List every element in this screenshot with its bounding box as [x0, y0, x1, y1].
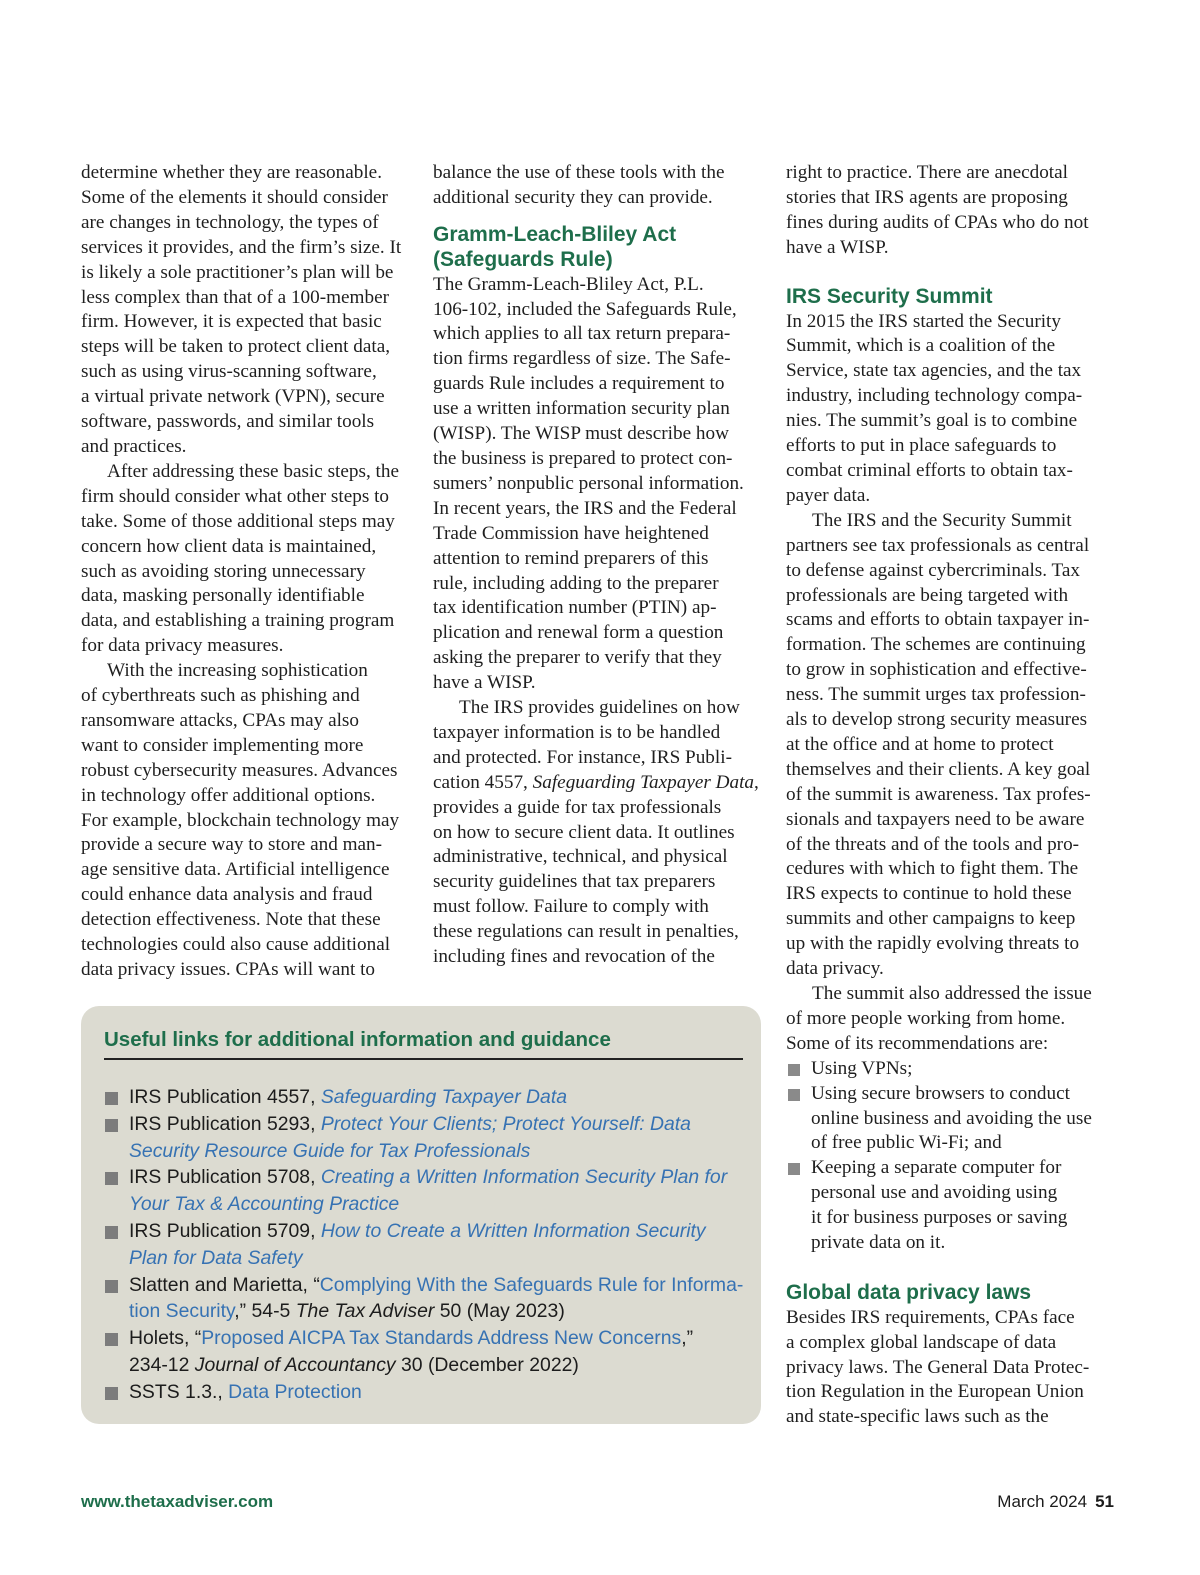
text-line: tion Regulation in the European Union: [786, 1381, 1084, 1403]
list-item: IRS Publication 5708, Creating a Written Information Security Plan for: [104, 1164, 744, 1191]
useful-links-list: IRS Publication 4557, Safeguarding Taxpayer Data IRS Publication 5293, Protect Your Clients; Protect Yourself: Data Security Resource Guide for Tax Professionals IRS Publication 5708, Creating a Written Information Security Plan for Your Tax & Accounting Practice IRS Publication 5709, How to Create a Written Information Security Plan for Data Safety Slatten and Marietta, “Complying With the Safeguards Rule for Informa- tion Security,” 54-5 The Tax Adviser 50 (May 2023) Holets, “Proposed AICPA Tax Standards Address New Concerns,” 234-12 Journal of Accountancy 30 (December 2022) SSTS 1.3., Data Protection: [104, 1084, 744, 1406]
list-item: IRS Publication 4557, Safeguarding Taxpayer Data: [104, 1084, 744, 1111]
link-publication-5293[interactable]: Protect Your Clients; Protect Yourself: Data: [320, 1112, 691, 1135]
text-line: security guidelines that tax preparers: [433, 871, 716, 893]
text-line: firm should consider what other steps to: [81, 485, 390, 507]
text-line: fines during audits of CPAs who do not: [786, 211, 1089, 233]
article-column-3: [786, 161, 1120, 1430]
text-line: partners see tax professionals as central: [786, 534, 1090, 556]
text-line: stories that IRS agents are proposing: [786, 186, 1068, 208]
text-line: ransomware attacks, CPAs may also: [81, 709, 359, 731]
text-line: asking the preparer to verify that they: [433, 647, 722, 669]
text-line: professionals are being targeted with: [786, 584, 1069, 606]
text-line: age sensitive data. Artificial intelligence: [81, 859, 390, 881]
text-line: combat criminal efforts to obtain tax-: [786, 459, 1073, 481]
safeguarding-taxpayer-data-title: Safeguarding Taxpayer Data: [532, 771, 755, 793]
text-line: software, passwords, and similar tools: [81, 411, 375, 433]
text-line: a complex global landscape of data: [786, 1331, 1057, 1353]
link-publication-5709[interactable]: How to Create a Written Information Security: [320, 1219, 706, 1242]
text-line: a virtual private network (VPN), secure: [81, 386, 385, 408]
article-column-1: [81, 161, 415, 983]
text-line: data, masking personally identifiable: [81, 585, 365, 607]
list-item: IRS Publication 5293, Protect Your Clients; Protect Yourself: Data: [104, 1111, 744, 1138]
text-line: of more people working from home.: [786, 1007, 1066, 1029]
text-line: technologies could also cause additional: [81, 934, 391, 956]
list-item: Using secure browsers to conduct: [786, 1082, 1120, 1107]
bullet-square-icon: [788, 1089, 800, 1101]
text-line: for data privacy measures.: [81, 635, 284, 657]
text-line: firm. However, it is expected that basic: [81, 311, 382, 333]
list-item: Slatten and Marietta, “Complying With the Safeguards Rule for Informa-: [104, 1272, 744, 1299]
text-line: less complex than that of a 100-member: [81, 286, 389, 308]
useful-links-box: [81, 1006, 761, 1424]
text-line: to grow in sophistication and effective-: [786, 659, 1087, 681]
text-line: The IRS provides guidelines on how: [459, 697, 740, 719]
text-line: efforts to put in place safeguards to: [786, 435, 1057, 457]
link-publication-5293-cont[interactable]: Security Resource Guide for Tax Professionals: [129, 1139, 531, 1162]
list-item: SSTS 1.3., Data Protection: [104, 1379, 744, 1406]
text-line: data privacy.: [786, 958, 884, 980]
text-line: up with the rapidly evolving threats to: [786, 933, 1080, 955]
text-line: at the office and at home to protect: [786, 733, 1054, 755]
text-line: services it provides, and the firm’s size. It: [81, 236, 402, 258]
text-line: have a WISP.: [786, 236, 889, 258]
text-line: are changes in technology, the types of: [81, 211, 379, 233]
heading-safeguards-rule: (Safeguards Rule): [433, 247, 613, 271]
text-line: IRS expects to continue to hold these: [786, 883, 1072, 905]
list-item: Holets, “Proposed AICPA Tax Standards Address New Concerns,”: [104, 1325, 744, 1352]
article-column-2: [433, 161, 767, 970]
bullet-square-icon: [105, 1387, 118, 1400]
text-line: sumers’ nonpublic personal information.: [433, 472, 744, 494]
bullet-square-icon: [105, 1226, 118, 1239]
text-line: administrative, technical, and physical: [433, 846, 728, 868]
text-line: the business is prepared to protect con-: [433, 447, 733, 469]
text-line: and state-specific laws such as the: [786, 1406, 1049, 1428]
heading-global-data-privacy-laws: Global data privacy laws: [786, 1280, 1032, 1304]
footer-date: March 2024: [997, 1492, 1088, 1511]
text-line: Besides IRS requirements, CPAs face: [786, 1306, 1075, 1328]
text-line: The summit also addressed the issue: [812, 983, 1092, 1004]
bullet-square-icon: [105, 1119, 118, 1132]
text-line: of the summit is awareness. Tax profes-: [786, 783, 1091, 805]
text-line: formation. The schemes are continuing: [786, 634, 1086, 656]
text-line: must follow. Failure to comply with: [433, 896, 709, 918]
link-complying-safeguards-rule-cont[interactable]: tion Security: [129, 1300, 235, 1323]
text-line: provide a secure way to store and man-: [81, 834, 383, 856]
text-line: want to consider implementing more: [81, 734, 364, 756]
text-line: Trade Commission have heightened: [433, 522, 709, 544]
text-line: The Gramm-Leach-Bliley Act, P.L.: [433, 273, 704, 295]
col2-intro: [433, 161, 767, 211]
text-line: right to practice. There are anecdotal: [786, 162, 1068, 183]
col3-paragraph-3: [786, 982, 1120, 1057]
text-line: Summit, which is a coalition of the: [786, 335, 1056, 357]
text-line: these regulations can result in penalties,: [433, 921, 739, 943]
footer-website-url[interactable]: www.thetaxadviser.com: [81, 1492, 274, 1511]
text-line: tion firms regardless of size. The Safe-: [433, 348, 731, 370]
text-line: In recent years, the IRS and the Federal: [433, 497, 737, 519]
list-item: Keeping a separate computer for: [786, 1156, 1120, 1181]
text-line: on how to secure client data. It outlines: [433, 821, 735, 843]
link-complying-safeguards-rule[interactable]: Complying With the Safeguards Rule for Informa-: [319, 1273, 744, 1296]
text-line: such as using virus-scanning software,: [81, 361, 377, 383]
text-line: of the threats and of the tools and pro-: [786, 833, 1080, 855]
bullet-square-icon: [788, 1163, 800, 1175]
text-line: nies. The summit’s goal is to combine: [786, 410, 1078, 432]
text-line: data, and establishing a training program: [81, 610, 395, 632]
text-line: plication and renewal form a question: [433, 622, 724, 644]
text-line: industry, including technology compa-: [786, 385, 1083, 407]
bullet-square-icon: [105, 1280, 118, 1293]
text-line: could enhance data analysis and fraud: [81, 884, 373, 906]
text-line: cedures with which to fight them. The: [786, 858, 1079, 880]
title-divider: [104, 1058, 743, 1060]
footer-issue-info: [997, 1492, 1114, 1512]
text-line: (WISP). The WISP must describe how: [433, 423, 729, 445]
list-item: IRS Publication 5709, How to Create a Written Information Security: [104, 1218, 744, 1245]
text-line: rule, including adding to the preparer: [433, 572, 719, 594]
text-line: determine whether they are reasonable.: [81, 162, 382, 183]
text-line: which applies to all tax return prepara-: [433, 323, 731, 345]
text-line: data privacy issues. CPAs will want to: [81, 959, 376, 980]
text-line: use a written information security plan: [433, 398, 730, 420]
bullet-square-icon: [105, 1172, 118, 1185]
heading-irs-security-summit: IRS Security Summit: [786, 284, 993, 308]
text-line: scams and efforts to obtain taxpayer in-: [786, 609, 1090, 631]
link-publication-5709-cont[interactable]: Plan for Data Safety: [129, 1246, 303, 1269]
text-line: and practices.: [81, 435, 187, 457]
col2-paragraph-2: The IRS provides guidelines on how taxpayer information is to be handled and protected. For instance, IRS Publi- cation 4557, Safeguarding Taxpayer Data, provides a guide for tax professionals on how to secure client data. It outlines administrative, technical, and physical security guidelines that tax preparers must follow. Failure to comply with these regulations can result in penalties, including fines and revocation of the: [433, 696, 767, 970]
text-line: taxpayer information is to be handled: [433, 721, 721, 743]
text-line: privacy laws. The General Data Protec-: [786, 1356, 1090, 1378]
text-line: The IRS and the Security Summit: [812, 509, 1072, 531]
text-line: detection effectiveness. Note that these: [81, 909, 381, 931]
text-line: After addressing these basic steps, the: [107, 460, 399, 482]
text-line: als to develop strong security measures: [786, 709, 1088, 731]
text-line: is likely a sole practitioner’s plan will be: [81, 261, 394, 283]
text-line: For example, blockchain technology may: [81, 809, 400, 831]
link-proposed-aicpa-standards[interactable]: Proposed AICPA Tax Standards Address New Concerns: [201, 1327, 682, 1350]
text-line: robust cybersecurity measures. Advances: [81, 759, 398, 781]
text-line: have a WISP.: [433, 672, 536, 694]
text-line: including fines and revocation of the: [433, 946, 715, 968]
link-publication-5708[interactable]: Creating a Written Information Security Plan for: [320, 1166, 728, 1189]
col3-intro: [786, 161, 1120, 261]
bullet-square-icon: [105, 1092, 118, 1105]
page-number: 51: [1095, 1492, 1114, 1511]
text-line: Service, state tax agencies, and the tax: [786, 360, 1082, 382]
text-line: in technology offer additional options.: [81, 784, 376, 806]
bullet-square-icon: [788, 1064, 800, 1076]
text-line: and protected. For instance, IRS Publi-: [433, 746, 732, 768]
text-line: sionals and taxpayers need to be aware: [786, 808, 1085, 830]
text-line: to defense against cybercriminals. Tax: [786, 559, 1081, 581]
text-line: ness. The summit urges tax profession-: [786, 684, 1086, 706]
link-data-protection[interactable]: Data Protection: [228, 1380, 362, 1403]
text-line: concern how client data is maintained,: [81, 535, 377, 557]
text-line: themselves and their clients. A key goal: [786, 758, 1091, 780]
text-line: guards Rule includes a requirement to: [433, 373, 725, 395]
text-line: tax identification number (PTIN) ap-: [433, 597, 717, 619]
text-line: steps will be taken to protect client data,: [81, 336, 391, 358]
link-publication-5708-cont[interactable]: Your Tax & Accounting Practice: [129, 1193, 400, 1216]
useful-links-title: Useful links for additional information and guidance: [104, 1028, 611, 1051]
text-line: balance the use of these tools with the: [433, 162, 725, 183]
heading-gramm-leach-bliley: Gramm-Leach-Bliley Act: [433, 222, 677, 246]
list-item: Using VPNs;: [786, 1057, 1120, 1082]
text-line: summits and other campaigns to keep: [786, 908, 1076, 930]
text-line: Some of the elements it should consider: [81, 186, 388, 208]
text-line: In 2015 the IRS started the Security: [786, 310, 1061, 332]
bullet-square-icon: [105, 1333, 118, 1346]
col2-paragraph-1: [433, 273, 767, 696]
text-line: provides a guide for tax professionals: [433, 796, 722, 818]
text-line: Some of its recommendations are:: [786, 1032, 1049, 1054]
text-line: attention to remind preparers of this: [433, 547, 709, 569]
text-line: of cyberthreats such as phishing and: [81, 685, 360, 707]
text-line: With the increasing sophistication: [107, 660, 368, 682]
link-publication-4557[interactable]: Safeguarding Taxpayer Data: [320, 1086, 568, 1108]
text-line: 106-102, included the Safeguards Rule,: [433, 298, 737, 320]
recommendations-list: Using VPNs; Using secure browsers to conduct online business and avoiding the use of free public Wi-Fi; and Keeping a separate computer for personal use and avoiding using it for business purposes or saving private data on it.: [786, 1057, 1120, 1256]
text-line: take. Some of those additional steps may: [81, 510, 395, 532]
col3-paragraph-4: [786, 1306, 1120, 1431]
text-line: additional security they can provide.: [433, 186, 713, 208]
col3-paragraph-2: [786, 509, 1120, 982]
text-line: payer data.: [786, 484, 871, 506]
col3-paragraph-1: [786, 310, 1120, 509]
text-line: such as avoiding storing unnecessary: [81, 560, 366, 582]
